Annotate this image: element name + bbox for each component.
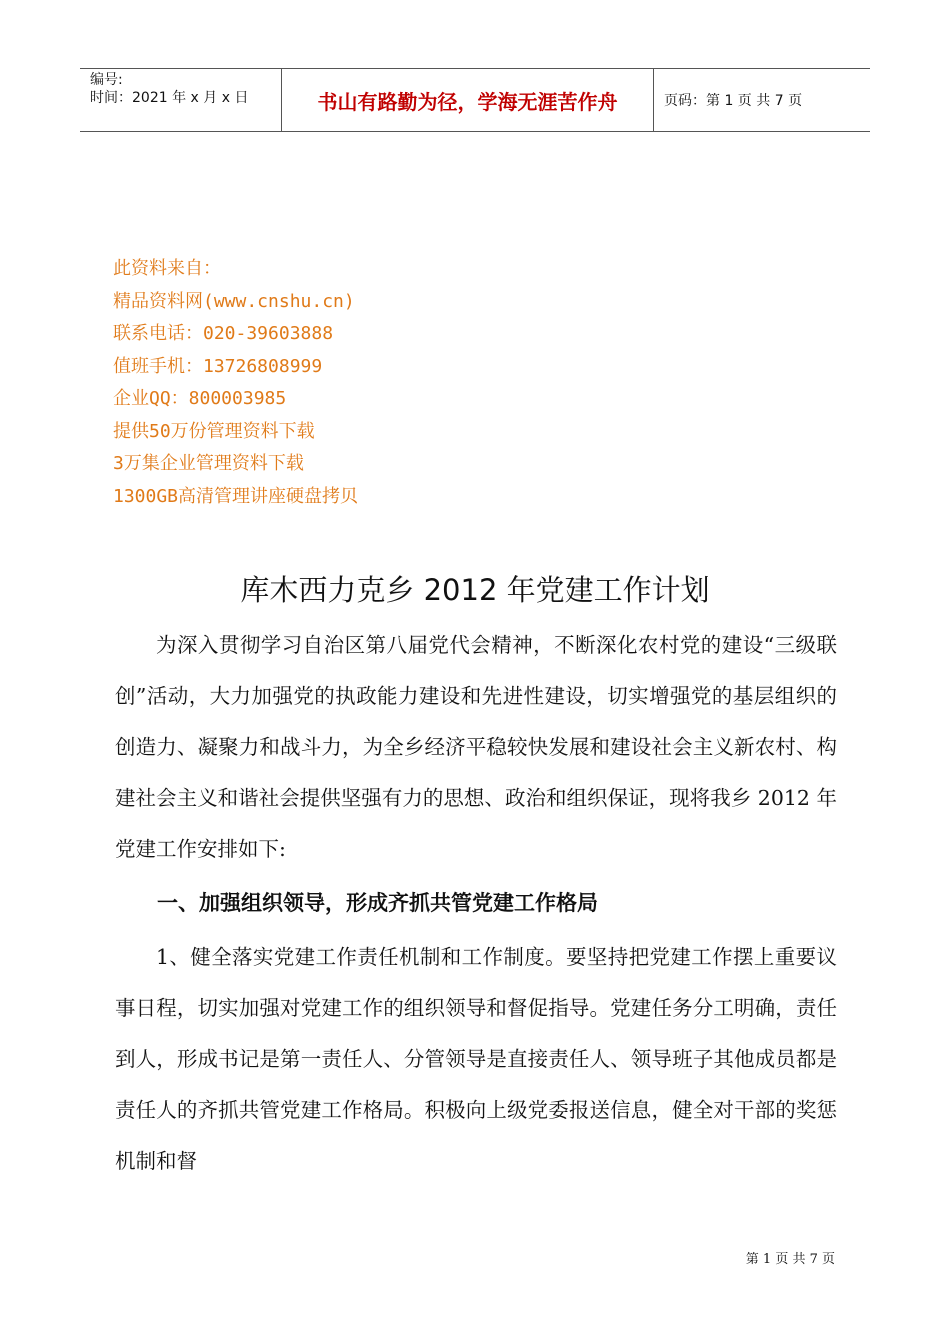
time-label: 时间：2021 年 x 月 x 日 (90, 90, 249, 106)
source-line: 联系电话：020-39603888 (113, 323, 334, 344)
section-heading: 一、加强组织领导，形成齐抓共管党建工作格局 (157, 891, 598, 915)
header-motto: 书山有路勤为径，学海无涯苦作舟 (282, 69, 654, 131)
source-line: 精品资料网(www.cnshu.cn) (113, 290, 355, 312)
source-line: 提供50万份管理资料下载 (113, 420, 315, 442)
intro-paragraph: 为深入贯彻学习自治区第八届党代会精神，不断深化农村党的建设“三级联创”活动，大力加强党的执政能力建设和先进性建设，切实增强党的基层组织的创造力、凝聚力和战斗力，为全乡经济平稳较快发展和建设社会主义新农村、构建社会主义和谐社会提供坚强有力的思想、政治和组织保证，现将我乡 2012 年党建工作安排如下: (115, 633, 837, 861)
page-footer: 第 1 页 共 7 页 (745, 1252, 835, 1267)
section-paragraph: 1、健全落实党建工作责任机制和工作制度。要坚持把党建工作摆上重要议事日程，切实加强对党建工作的组织领导和督促指导。党建任务分工明确，责任到人，形成书记是第一责任人、分管领导是直接责任人、领导班子其他成员都是责任人的齐抓共管党建工作格局。积极向上级党委报送信息，健全对干部的奖惩机制和督 (115, 945, 837, 1173)
header-page-info: 页码：第 1 页 共 7 页 (664, 93, 803, 109)
source-line: 企业QQ：800003985 (113, 388, 287, 409)
source-info-block (113, 253, 358, 513)
document-body (115, 620, 837, 1187)
document-title: 库木西力克乡 2012 年党建工作计划 (240, 573, 710, 607)
page-header (80, 68, 870, 132)
number-label: 编号: (90, 72, 123, 88)
header-meta (80, 69, 282, 131)
source-line: 1300GB高清管理讲座硬盘拷贝 (113, 485, 359, 507)
source-line: 值班手机：13726808999 (113, 355, 323, 377)
source-line: 此资料来自： (113, 258, 221, 279)
source-line: 3万集企业管理资料下载 (113, 453, 304, 474)
